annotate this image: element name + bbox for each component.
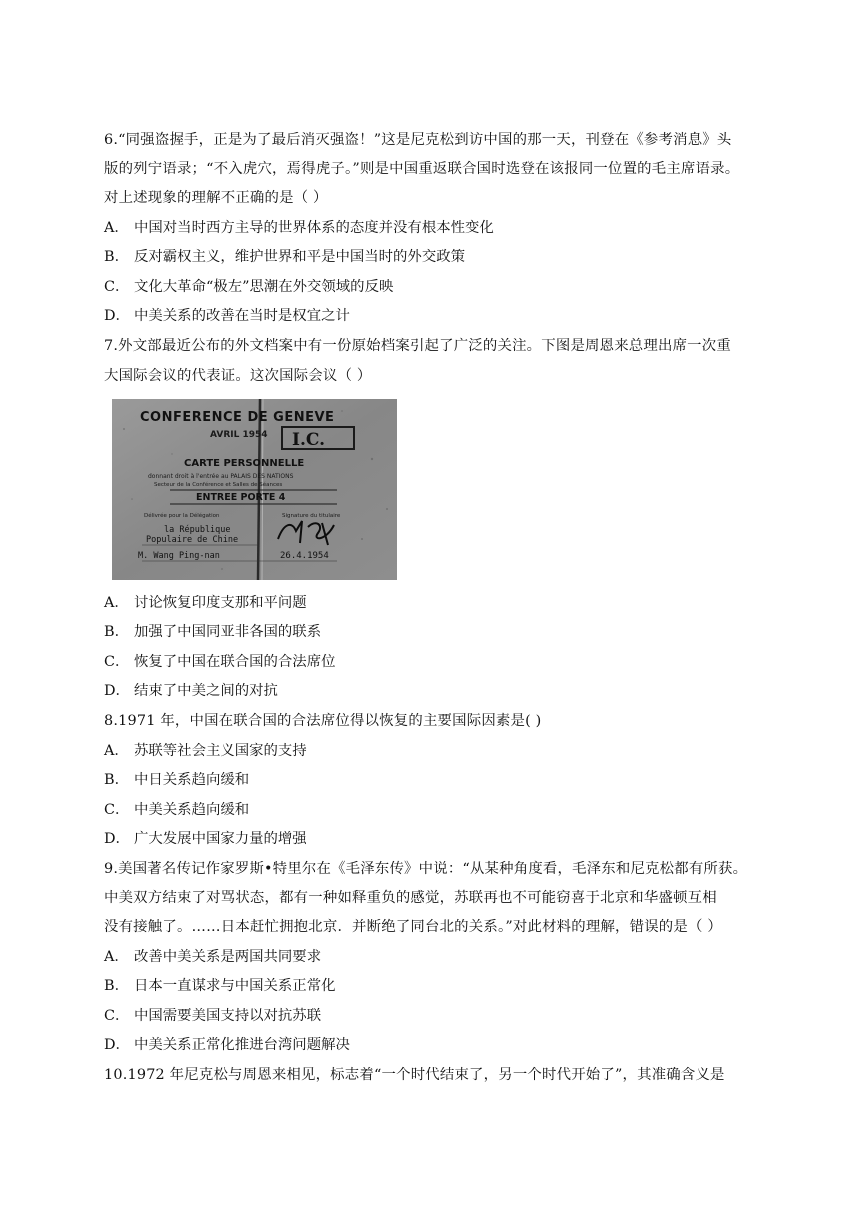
card-col-right: Signature du titulaire [282, 513, 341, 519]
option-letter: B． [104, 249, 129, 265]
q6-option-d[interactable] [104, 306, 350, 326]
option-letter: D． [104, 1037, 130, 1053]
q8-option-a[interactable] [104, 741, 307, 761]
geneva-conference-card-image [112, 399, 397, 580]
option-text: 日本一直谋求与中国关系正常化 [134, 978, 336, 994]
option-letter: B． [104, 978, 129, 994]
q9-option-d[interactable] [104, 1035, 350, 1055]
option-text: 加强了中国同亚非各国的联系 [134, 624, 322, 640]
option-letter: C． [104, 279, 130, 295]
q7-option-a[interactable] [104, 593, 307, 613]
q9-option-b[interactable] [104, 976, 335, 996]
q7-stem-line-1: 7.外文部最近公布的外文档案中有一份原始档案引起了广泛的关注。下图是周恩来总理出席一次重 [104, 338, 731, 354]
q6-option-c[interactable] [104, 277, 393, 297]
q7-stem-line-2: 大国际会议的代表证。这次国际会议（ ） [104, 368, 372, 384]
card-title: CONFERENCE DE GENEVE [140, 410, 335, 425]
option-text: 结束了中美之间的对抗 [134, 683, 278, 699]
option-text: 恢复了中国在联合国的合法席位 [134, 654, 336, 670]
q9-option-a[interactable] [104, 947, 321, 967]
option-text: 文化大革命“极左”思潮在外交领域的反映 [134, 279, 394, 295]
q9-stem-line-2: 中美双方结束了对骂状态，都有一种如释重负的感觉，苏联再也不可能窃喜于北京和华盛顿互相 [104, 890, 717, 906]
option-text: 中美关系正常化推进台湾问题解决 [134, 1037, 350, 1053]
q9-stem-line-3: 没有接触了。……日本赶忙拥抱北京．并断绝了同台北的关系。”对此材料的理解，错误的是（ ） [104, 919, 722, 935]
q6-option-b[interactable] [104, 247, 465, 267]
option-letter: A． [104, 949, 129, 965]
option-text: 中国对当时西方主导的世界体系的态度并没有根本性变化 [134, 220, 494, 236]
option-letter: A． [104, 743, 129, 759]
card-issue-date: 26.4.1954 [280, 551, 329, 561]
option-text: 中国需要美国支持以对抗苏联 [134, 1008, 322, 1024]
card-col-left: Délivrée pour la Délégation [144, 513, 220, 519]
q8-option-d[interactable] [104, 829, 307, 849]
q8-stem-line-1: 8.1971 年，中国在联合国的合法席位得以恢复的主要国际因素是( ) [104, 713, 542, 729]
option-letter: D． [104, 831, 130, 847]
card-republic-1: la République [164, 525, 231, 535]
q7-option-d[interactable] [104, 681, 278, 701]
option-text: 讨论恢复印度支那和平问题 [134, 595, 307, 611]
card-type: CARTE PERSONNELLE [184, 458, 305, 469]
option-letter: A． [104, 595, 129, 611]
q8-option-b[interactable] [104, 770, 249, 790]
option-letter: D． [104, 308, 130, 324]
option-letter: A． [104, 220, 129, 236]
q9-stem-line-1: 9.美国著名传记作家罗斯•特里尔在《毛泽东传》中说：“从某种角度看，毛泽东和尼克松都有所获。 [104, 861, 748, 877]
card-entry: ENTREE PORTE 4 [196, 492, 286, 503]
card-stamp: I.C. [292, 430, 326, 450]
option-text: 反对霸权主义，维护世界和平是中国当时的外交政策 [134, 249, 465, 265]
card-holder-name: M. Wang Ping-nan [138, 551, 220, 561]
option-text: 广大发展中国家力量的增强 [134, 831, 307, 847]
q7-option-c[interactable] [104, 652, 335, 672]
option-text: 中美关系的改善在当时是权宜之计 [134, 308, 350, 324]
option-letter: C． [104, 802, 130, 818]
q6-stem-line-2: 版的列宁语录；“不入虎穴，焉得虎子。”则是中国重返联合国时选登在该报同一位置的毛主席语录。 [104, 161, 740, 177]
card-access-2: Secteur de la Conférence et Salles de Séances [154, 482, 283, 488]
option-letter: D． [104, 683, 130, 699]
card-republic-2: Populaire de Chine [146, 535, 239, 545]
q6-stem-line-1: 6.“同强盗握手，正是为了最后消灭强盗！”这是尼克松到访中国的那一天，刊登在《参考消息》头 [104, 132, 732, 148]
option-letter: C． [104, 654, 130, 670]
card-date: AVRIL 1954 [210, 430, 268, 440]
q9-option-c[interactable] [104, 1006, 321, 1026]
q8-option-c[interactable] [104, 800, 249, 820]
option-text: 改善中美关系是两国共同要求 [134, 949, 322, 965]
option-letter: C． [104, 1008, 130, 1024]
option-text: 中美关系趋向缓和 [134, 802, 250, 818]
option-text: 中日关系趋向缓和 [134, 772, 250, 788]
option-letter: B． [104, 772, 129, 788]
option-letter: B． [104, 624, 129, 640]
option-text: 苏联等社会主义国家的支持 [134, 743, 307, 759]
q7-option-b[interactable] [104, 622, 321, 642]
q6-stem-line-3: 对上述现象的理解不正确的是（ ） [104, 190, 328, 206]
q6-option-a[interactable] [104, 218, 494, 238]
card-access: donnant droit à l'entrée au PALAIS DES NATIONS [148, 473, 294, 480]
q10-stem-line-1: 10.1972 年尼克松与周恩来相见，标志着“一个时代结束了，另一个时代开始了”，其准确含义是 [104, 1067, 725, 1083]
